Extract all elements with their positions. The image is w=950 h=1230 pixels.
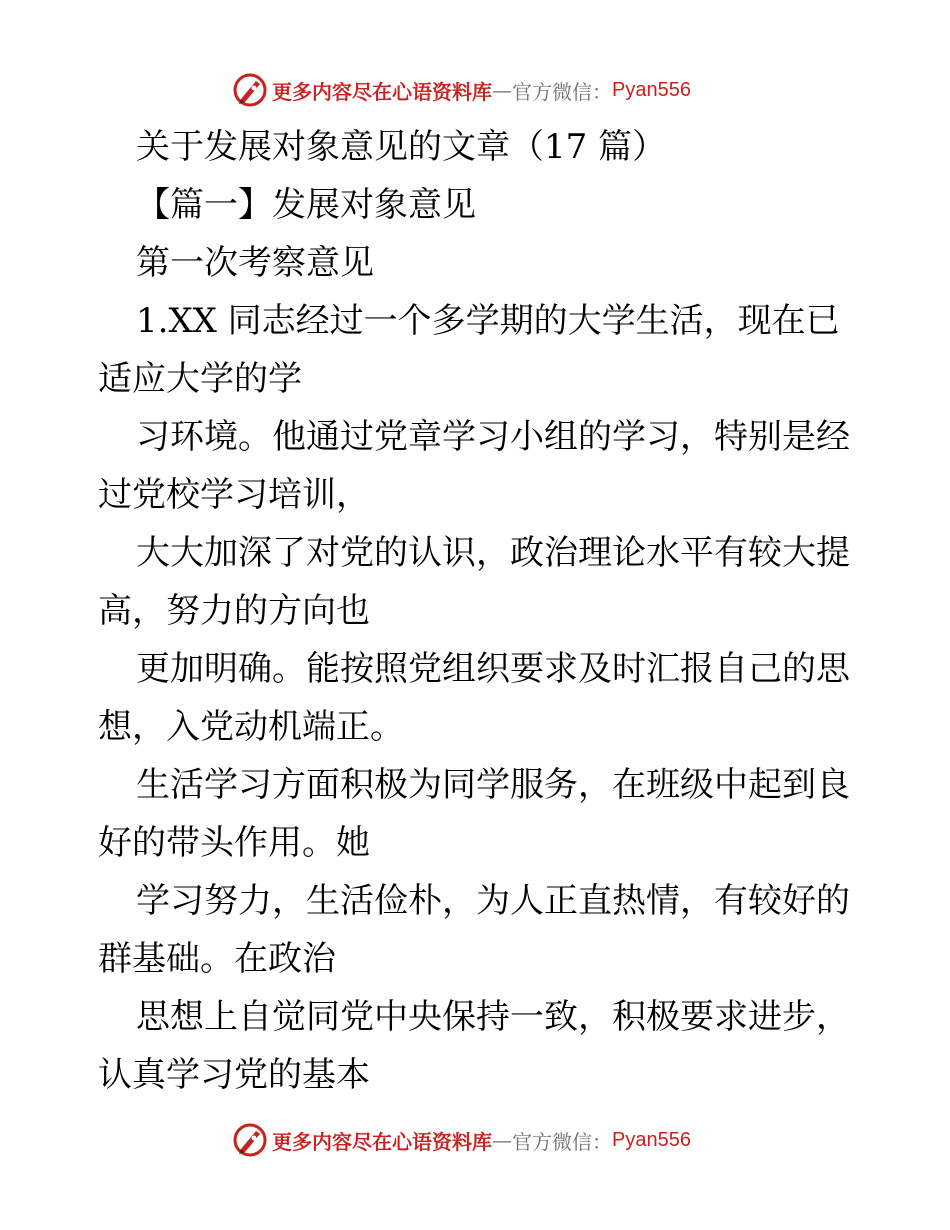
paragraph-line: 思想上自觉同党中央保持一致，积极要求进步， <box>136 997 850 1037</box>
banner-wechat-label: 官方微信： <box>512 79 612 104</box>
footer-banner <box>232 1120 691 1160</box>
paragraph-line: 生活学习方面积极为同学服务，在班级中起到良 <box>136 765 850 805</box>
paragraph-line: 高，努力的方向也 <box>98 591 370 631</box>
paragraph-line: 1.XX 同志经过一个多学期的大学生活，现在已 <box>136 301 840 341</box>
paragraph-line: 学习努力，生活俭朴，为人正直热情，有较好的 <box>136 881 850 921</box>
pen-logo-icon <box>232 1122 268 1158</box>
paragraph-line: 好的带头作用。她 <box>98 823 370 863</box>
banner-wechat-label: 官方微信： <box>512 1129 612 1154</box>
banner-promo-text: 更多内容尽在心语资料库 <box>272 79 492 104</box>
paragraph-line: 想，入党动机端正。 <box>98 707 404 747</box>
banner-account: Pyan556 <box>612 78 691 101</box>
banner-dash: — <box>492 1128 512 1152</box>
banner-promo-text: 更多内容尽在心语资料库 <box>272 1129 492 1154</box>
header-banner <box>232 70 691 110</box>
pen-logo-icon <box>232 72 268 108</box>
document-title: 关于发展对象意见的文章（17 篇） <box>136 127 667 167</box>
paragraph-line: 习环境。他通过党章学习小组的学习，特别是经 <box>136 417 850 457</box>
paragraph-line: 群基础。在政治 <box>98 939 336 979</box>
paragraph-line: 过党校学习培训， <box>98 475 370 515</box>
paragraph-line: 适应大学的学 <box>98 359 302 399</box>
paragraph-line: 认真学习党的基本 <box>98 1055 370 1095</box>
paragraph-line: 更加明确。能按照党组织要求及时汇报自己的思 <box>136 649 850 689</box>
paragraph-line: 大大加深了对党的认识，政治理论水平有较大提 <box>136 533 850 573</box>
document-body <box>98 118 858 1104</box>
banner-dash: — <box>492 78 512 102</box>
subsection-heading: 第一次考察意见 <box>136 243 374 283</box>
section-heading: 【篇一】发展对象意见 <box>136 185 476 225</box>
banner-account: Pyan556 <box>612 1128 691 1151</box>
